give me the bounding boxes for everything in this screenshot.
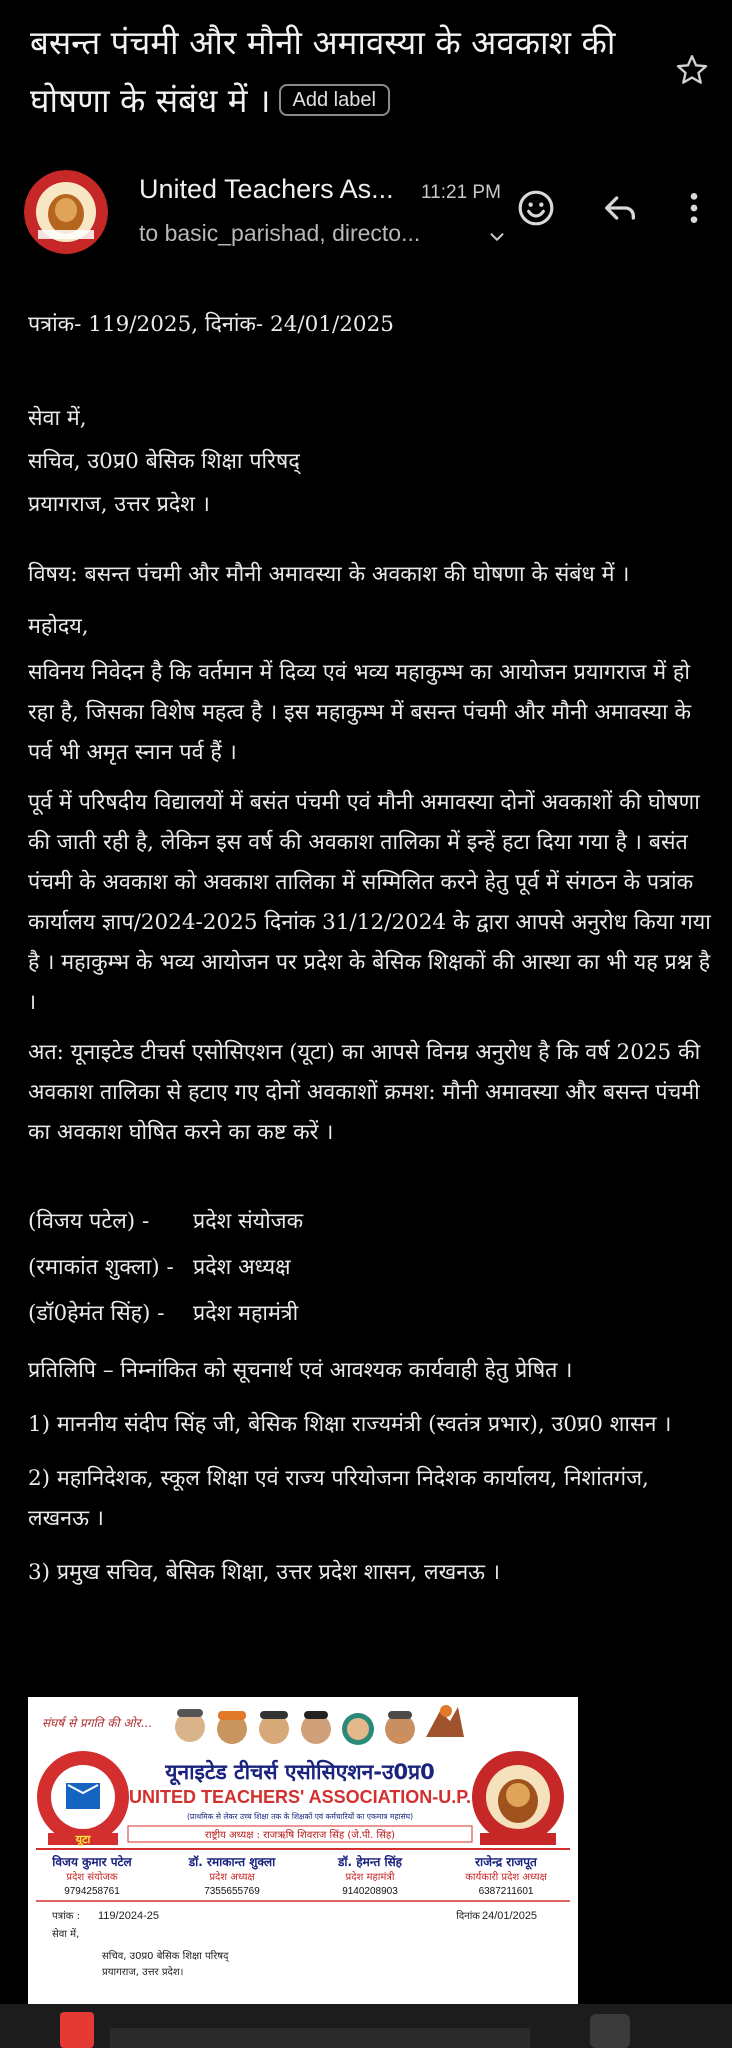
letterhead-person-role: प्रदेश अध्यक्ष bbox=[209, 1872, 255, 1883]
letterhead-description: (प्राथमिक से लेकर उच्च शिक्षा तक के शिक्षकों एवं कर्मचारियों का एकमात्र महासंघ) bbox=[186, 1812, 414, 1821]
signatory-role: प्रदेश महामंत्री bbox=[193, 1301, 299, 1326]
letter-address-2: सचिव, उ0प्र0 बेसिक शिक्षा परिषद् bbox=[28, 449, 300, 474]
bottom-bar bbox=[0, 2004, 732, 2048]
email-subject-text: बसन्त पंचमी और मौनी अमावस्या के अवकाश की घोषणा के संबंध में । bbox=[30, 23, 616, 120]
letterhead-to-2: प्रयागराज, उत्तर प्रदेश। bbox=[102, 1967, 184, 1978]
signatory-role: प्रदेश अध्यक्ष bbox=[193, 1255, 291, 1280]
sender-row bbox=[24, 170, 714, 260]
letterhead-person-phone: 9140208903 bbox=[342, 1886, 398, 1897]
letterhead-ref-value: 119/2024-25 bbox=[98, 1910, 159, 1922]
signatory-row bbox=[28, 1291, 712, 1337]
chevron-down-icon[interactable] bbox=[486, 226, 508, 248]
emoji-reaction-icon[interactable] bbox=[516, 188, 556, 228]
letterhead-org-english: UNITED TEACHERS' ASSOCIATION-U.P. bbox=[129, 1787, 471, 1807]
letter-reference: पत्रांक- 119/2025, दिनांक- 24/01/2025 bbox=[28, 312, 394, 337]
letter-cc-item: 3) प्रमुख सचिव, बेसिक शिक्षा, उत्तर प्रदेश शासन, लखनऊ । bbox=[28, 1560, 501, 1585]
signatory-row bbox=[28, 1199, 712, 1245]
letterhead-person-role: प्रदेश महामंत्री bbox=[345, 1872, 395, 1883]
letterhead-person-name: राजेन्द्र राजपूत bbox=[475, 1855, 537, 1869]
more-options-icon[interactable] bbox=[674, 188, 714, 228]
letter-address-1: सेवा में, bbox=[28, 406, 87, 431]
letterhead-person-name: डॉ. हेमन्त सिंह bbox=[337, 1855, 403, 1869]
letter-paragraph-1: सविनय निवेदन है कि वर्तमान में दिव्य एवं भव्य महाकुम्भ का आयोजन प्रयागराज में हो रहा है, जिसका विशेष महत्व है । इस महाकुम्भ में बसन्त पंचमी और मौनी अमावस्या के पर्व भी अमृत स्नान पर्व हैं । bbox=[28, 660, 692, 765]
email-subject-block bbox=[30, 14, 630, 130]
letter-cc-intro: प्रतिलिपि – निम्नांकित को सूचनार्थ एवं आवश्यक कार्यवाही हेतु प्रेषित । bbox=[28, 1358, 573, 1383]
letterhead-ref-label: पत्रांक : bbox=[52, 1911, 81, 1922]
letterhead-date-value: 24/01/2025 bbox=[482, 1910, 538, 1922]
email-subject bbox=[30, 14, 630, 130]
star-icon[interactable] bbox=[674, 52, 710, 88]
add-label-button[interactable]: Add label bbox=[279, 84, 390, 116]
letterhead-person-role: कार्यकारी प्रदेश अध्यक्ष bbox=[465, 1872, 547, 1883]
email-body bbox=[28, 305, 712, 1593]
signatory-name: (रमाकांत शुक्ला) - bbox=[28, 1255, 174, 1280]
letterhead-graphic bbox=[28, 1697, 578, 2007]
letterhead-short: यूटा bbox=[75, 1833, 91, 1846]
letterhead-to-1: सचिव, उ0प्र0 बेसिक शिक्षा परिषद् bbox=[102, 1951, 229, 1962]
letter-paragraph-3: अत: यूनाइटेड टीचर्स एसोसिएशन (यूटा) का आपसे विनम्र अनुरोध है कि वर्ष 2025 की अवकाश तालिका से हटाए गए दोनों अवकाशों क्रमश: मौनी अमावस्या और बसन्त पंचमी का अवकाश घोषित करने का कष्ट करें । bbox=[28, 1040, 701, 1145]
letterhead-person-phone: 6387211601 bbox=[478, 1886, 534, 1897]
recipients-line[interactable]: to basic_parishad, directo... bbox=[139, 220, 421, 246]
letter-salutation: महोदय, bbox=[28, 614, 89, 639]
letterhead-person-role: प्रदेश संयोजक bbox=[66, 1872, 118, 1883]
signatory-name: (डॉ0हेमंत सिंह) - bbox=[28, 1301, 165, 1326]
letterhead-date-label: दिनांक bbox=[456, 1911, 480, 1922]
signatories bbox=[28, 1199, 712, 1337]
letterhead-org-hindi: यूनाइटेड टीचर्स एसोसिएशन-उ0प्र0 bbox=[165, 1760, 435, 1784]
letterhead-person-name: विजय कुमार पटेल bbox=[52, 1855, 132, 1869]
attachment-image[interactable] bbox=[28, 1697, 578, 2007]
letterhead-person-name: डॉ. रमाकान्त शुक्ला bbox=[188, 1855, 276, 1869]
signatory-role: प्रदेश संयोजक bbox=[193, 1209, 304, 1234]
letter-address-3: प्रयागराज, उत्तर प्रदेश । bbox=[28, 492, 210, 517]
letterhead-person-phone: 9794258761 bbox=[64, 1886, 120, 1897]
sender-avatar[interactable] bbox=[24, 170, 108, 254]
letter-cc-item: 2) महानिदेशक, स्कूल शिक्षा एवं राज्य परियोजना निदेशक कार्यालय, निशांतगंज, लखनऊ । bbox=[28, 1466, 649, 1531]
letterhead-seva: सेवा में, bbox=[52, 1929, 80, 1940]
signatory-name: (विजय पटेल) - bbox=[28, 1209, 150, 1234]
letter-paragraph-2: पूर्व में परिषदीय विद्यालयों में बसंत पंचमी एवं मौनी अमावस्या दोनों अवकाशों की घोषणा की जाती रही है, लेकिन इस वर्ष की अवकाश तालिका में इन्हें हटा दिया गया है । बसंत पंचमी के अवकाश को अवकाश तालिका में सम्मिलित करने हेतु पूर्व में संगठन के पत्रांक कार्यालय ज्ञाप/2024-2025 दिनांक 31/12/2024 के द्वारा आपसे अनुरोध किया गया है । महाकुम्भ के भव्य आयोजन पर प्रदेश के बेसिक शिक्षकों की आस्था का भी यह प्रश्न है । bbox=[28, 790, 711, 1015]
letterhead-president: राष्ट्रीय अध्यक्ष : राजऋषि शिवराज सिंह (जे.पी. सिंह) bbox=[204, 1830, 396, 1841]
signatory-row bbox=[28, 1245, 712, 1291]
reply-icon[interactable] bbox=[600, 188, 640, 228]
letterhead-person-phone: 7355655769 bbox=[204, 1886, 260, 1897]
letter-cc-item: 1) माननीय संदीप सिंह जी, बेसिक शिक्षा राज्यमंत्री (स्वतंत्र प्रभार), उ0प्र0 शासन । bbox=[28, 1412, 672, 1437]
letterhead-tagline: संघर्ष से प्रगति की ओर... bbox=[42, 1716, 152, 1730]
sender-name[interactable]: United Teachers As... bbox=[139, 174, 394, 204]
email-time: 11:21 PM bbox=[421, 182, 501, 203]
bottom-bar-graphic bbox=[0, 2004, 732, 2048]
letter-subject: विषय: बसन्त पंचमी और मौनी अमावस्या के अवकाश की घोषणा के संबंध में । bbox=[28, 562, 630, 587]
